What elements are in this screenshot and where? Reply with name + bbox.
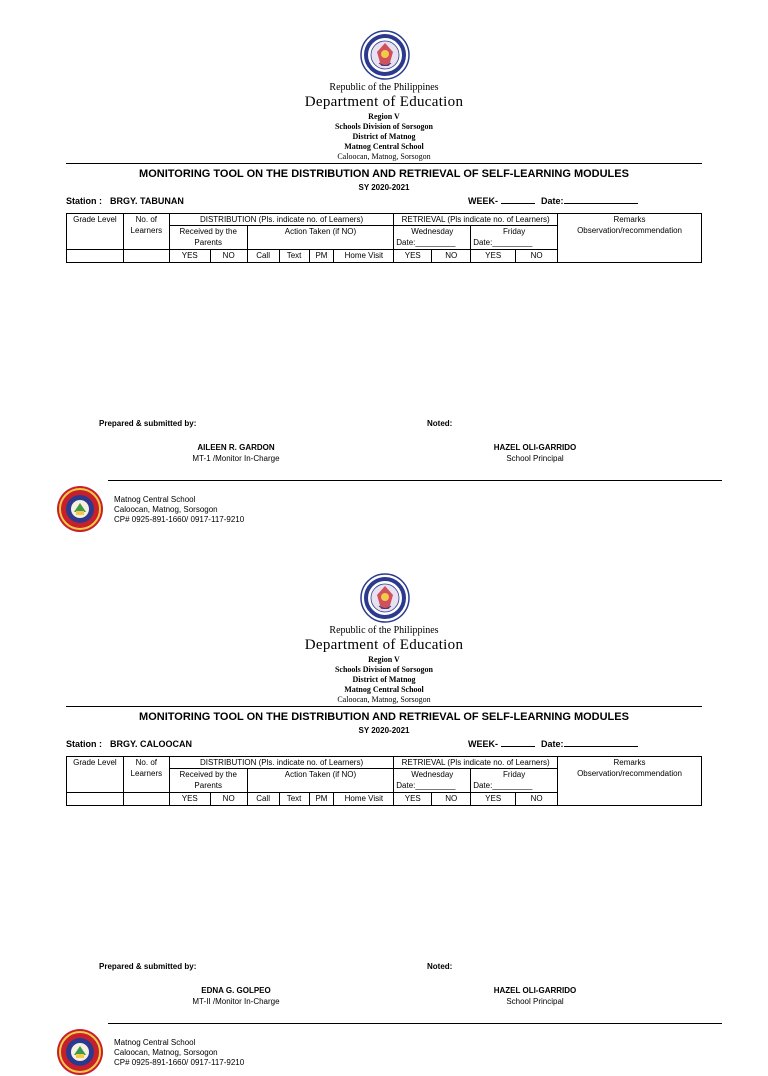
text-header: Text — [279, 250, 309, 263]
remarks-header — [558, 214, 702, 263]
friday-date: Date:_________ — [473, 238, 533, 247]
district-text: District of Matnog — [352, 132, 416, 141]
remarks-label: Remarks — [613, 215, 646, 224]
wednesday-yes-header: YES — [394, 250, 432, 263]
pm-header: PM — [309, 793, 334, 806]
call-header: Call — [247, 250, 279, 263]
division-text: Schools Division of Sorsogon — [334, 665, 434, 674]
noted-label: Noted: — [427, 419, 453, 428]
school-logo-icon — [56, 485, 104, 533]
home-visit-header: Home Visit — [334, 250, 394, 263]
deped-seal-icon — [360, 573, 410, 623]
wednesday-header — [394, 769, 471, 793]
footer-school: Matnog Central School — [114, 495, 196, 504]
school-logo-icon — [56, 1028, 104, 1076]
region-text: Region V — [368, 655, 400, 664]
wednesday-header — [394, 226, 471, 250]
friday-yes-header: YES — [471, 793, 516, 806]
wednesday-date: Date:_________ — [396, 781, 456, 790]
footer-address: Caloocan, Matnog, Sorsogon — [114, 1048, 218, 1057]
wednesday-label: Wednesday — [411, 227, 454, 236]
preparer-name: EDNA G. GOLPEO — [201, 986, 271, 995]
principal-name: HAZEL OLI-GARRIDO — [493, 986, 577, 995]
principal-role: School Principal — [506, 997, 564, 1006]
observation-label: Observation/recommendation — [577, 769, 683, 778]
station-field — [66, 196, 184, 206]
division-text: Schools Division of Sorsogon — [334, 122, 434, 131]
grade-level-header: Grade Level — [67, 214, 124, 250]
grade-level-header: Grade Level — [67, 757, 124, 793]
blank-cell — [67, 793, 124, 806]
footer-address: Caloocan, Matnog, Sorsogon — [114, 505, 218, 514]
wednesday-no-header: NO — [432, 793, 471, 806]
friday-no-header: NO — [516, 250, 558, 263]
prepared-label: Prepared & submitted by: — [99, 419, 197, 428]
station-field — [66, 739, 192, 749]
friday-no-header: NO — [516, 793, 558, 806]
preparer-name: AILEEN R. GARDON — [197, 443, 275, 452]
station-value: BRGY. CALOOCAN — [110, 739, 193, 749]
text-header: Text — [279, 793, 309, 806]
station-label: Station : — [66, 739, 102, 749]
school-year: SY 2020-2021 — [358, 726, 410, 735]
friday-date: Date:_________ — [473, 781, 533, 790]
blank-cell — [67, 250, 124, 263]
principal-role: School Principal — [506, 454, 564, 463]
received-header: Received by the Parents — [169, 226, 247, 250]
address-text: Caloocan, Matnog, Sorsogon — [337, 695, 431, 704]
remarks-header — [558, 757, 702, 806]
week-field — [468, 196, 638, 206]
observation-label: Observation/recommendation — [577, 226, 683, 235]
school-text: Matnog Central School — [344, 142, 424, 151]
received-no-header: NO — [210, 793, 247, 806]
republic-text: Republic of the Philippines — [329, 625, 439, 636]
week-label: WEEK- — [468, 739, 498, 749]
date-blank — [564, 746, 638, 747]
received-yes-header: YES — [169, 250, 210, 263]
learners-header: No. of Learners — [123, 757, 169, 793]
week-field — [468, 739, 638, 749]
region-text: Region V — [368, 112, 400, 121]
friday-label: Friday — [503, 770, 526, 779]
monitoring-table — [66, 213, 702, 263]
call-header: Call — [247, 793, 279, 806]
action-taken-header: Action Taken (if NO) — [247, 226, 394, 250]
week-blank — [501, 746, 535, 747]
preparer-signature — [136, 986, 336, 1006]
action-taken-header: Action Taken (if NO) — [247, 769, 394, 793]
blank-cell — [123, 250, 169, 263]
footer-info — [114, 1038, 244, 1068]
date-blank — [564, 203, 638, 204]
blank-cell — [123, 793, 169, 806]
received-yes-header: YES — [169, 793, 210, 806]
friday-label: Friday — [503, 227, 526, 236]
address-text: Caloocan, Matnog, Sorsogon — [337, 152, 431, 161]
header-divider — [66, 706, 702, 707]
received-no-header: NO — [210, 250, 247, 263]
footer-contact: CP# 0925-891-1660/ 0917-117-9210 — [114, 515, 245, 524]
school-text: Matnog Central School — [344, 685, 424, 694]
footer-divider — [108, 480, 722, 481]
date-label: Date: — [541, 196, 564, 206]
school-year: SY 2020-2021 — [358, 183, 410, 192]
week-blank — [501, 203, 535, 204]
station-value: BRGY. TABUNAN — [110, 196, 184, 206]
retrieval-header: RETRIEVAL (Pls indicate no. of Learners) — [394, 757, 558, 769]
preparer-signature — [136, 443, 336, 463]
form-title: MONITORING TOOL ON THE DISTRIBUTION AND RETRIEVAL OF SELF-LEARNING MODULES — [139, 168, 629, 180]
principal-signature — [435, 986, 635, 1006]
preparer-role: MT-II /Monitor In-Charge — [192, 997, 280, 1006]
form-title: MONITORING TOOL ON THE DISTRIBUTION AND RETRIEVAL OF SELF-LEARNING MODULES — [139, 711, 629, 723]
deped-seal-icon — [360, 30, 410, 80]
monitoring-table — [66, 756, 702, 806]
week-label: WEEK- — [468, 196, 498, 206]
prepared-label: Prepared & submitted by: — [99, 962, 197, 971]
principal-name: HAZEL OLI-GARRIDO — [493, 443, 577, 452]
learners-header: No. of Learners — [123, 214, 169, 250]
department-title: Department of Education — [304, 637, 464, 653]
principal-signature — [435, 443, 635, 463]
home-visit-header: Home Visit — [334, 793, 394, 806]
wednesday-label: Wednesday — [411, 770, 454, 779]
station-label: Station : — [66, 196, 102, 206]
footer-info — [114, 495, 244, 525]
district-text: District of Matnog — [352, 675, 416, 684]
friday-header — [471, 226, 558, 250]
friday-header — [471, 769, 558, 793]
received-header: Received by the Parents — [169, 769, 247, 793]
footer-divider — [108, 1023, 722, 1024]
remarks-label: Remarks — [613, 758, 646, 767]
republic-text: Republic of the Philippines — [329, 82, 439, 93]
friday-yes-header: YES — [471, 250, 516, 263]
header-divider — [66, 163, 702, 164]
wednesday-no-header: NO — [432, 250, 471, 263]
noted-label: Noted: — [427, 962, 453, 971]
date-label: Date: — [541, 739, 564, 749]
pm-header: PM — [309, 250, 334, 263]
footer-school: Matnog Central School — [114, 1038, 196, 1047]
department-title: Department of Education — [304, 94, 464, 110]
retrieval-header: RETRIEVAL (Pls indicate no. of Learners) — [394, 214, 558, 226]
distribution-header: DISTRIBUTION (Pls. indicate no. of Learners) — [169, 757, 393, 769]
wednesday-date: Date:_________ — [396, 238, 456, 247]
preparer-role: MT-1 /Monitor In-Charge — [192, 454, 280, 463]
footer-contact: CP# 0925-891-1660/ 0917-117-9210 — [114, 1058, 245, 1067]
distribution-header: DISTRIBUTION (Pls. indicate no. of Learners) — [169, 214, 393, 226]
wednesday-yes-header: YES — [394, 793, 432, 806]
